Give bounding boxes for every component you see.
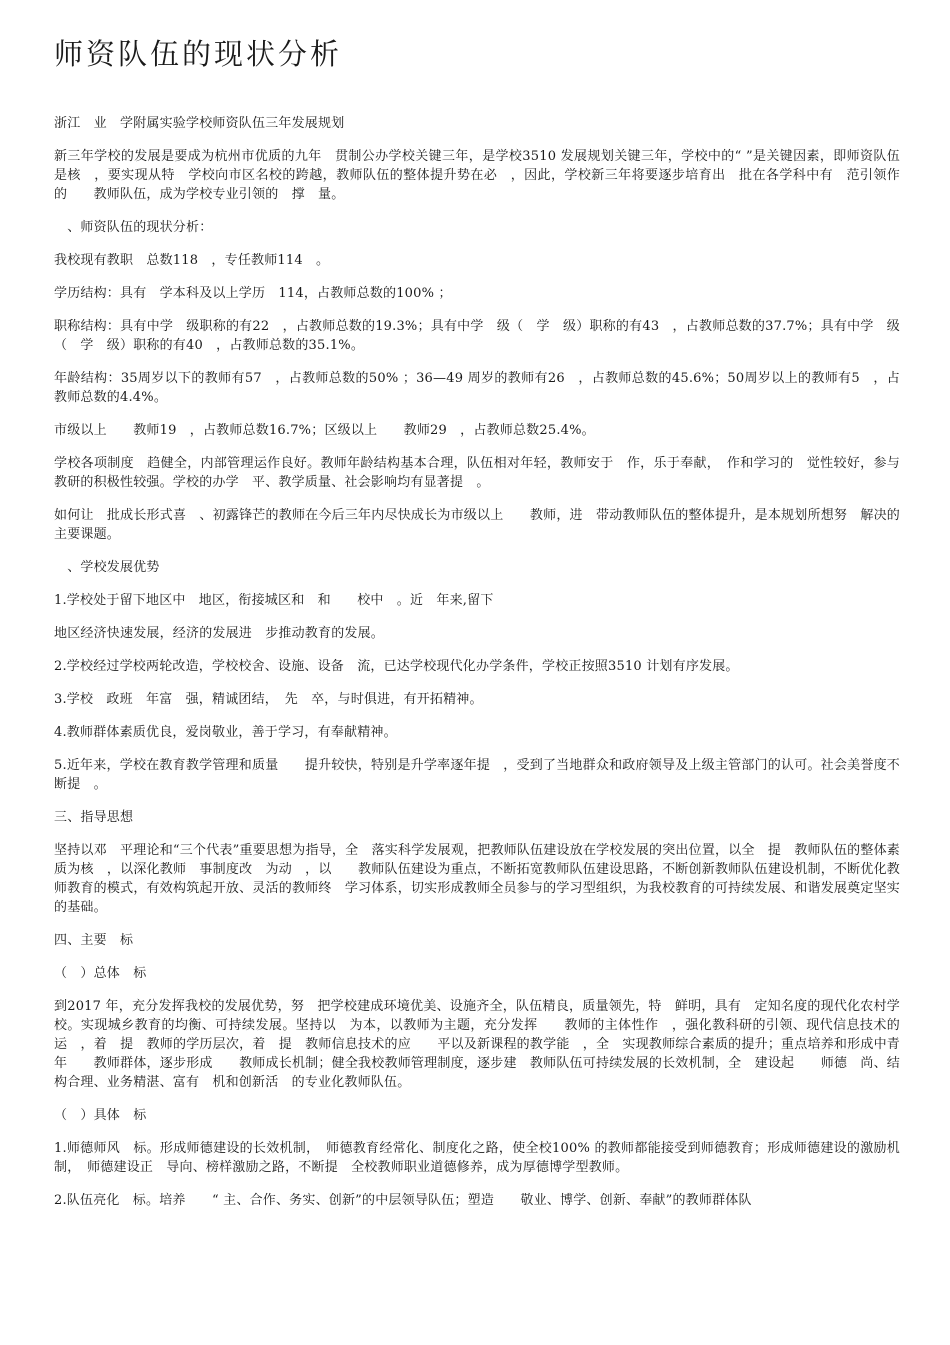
guiding-paragraph: 坚持以邓 平理论和“三个代表”重要思想为指导，全 落实科学发展观，把教师队伍建设放在学校发展的突出位置，以全 提 教师队伍的整体素质为核 ，以深化教师 事制度改 为动 ，以 教师队伍建设为重点，不断拓宽教师队伍建设思路，不断创新教师队伍建设机制，不断优化教师教育的模式，有效构筑起开放、灵活的教师终 学习体系，切实形成教师全员参与的学习型组织，为我校教育的可持续发展、和谐发展奠定坚实的基础。 — [54, 843, 900, 915]
intro-paragraph: 新三年学校的发展是要成为杭州市优质的九年 贯制公办学校关键三年，是学校3510 发展规划关键三年，学校中的“ ”是关键因素，即师资队伍是核 ，要实现从特 学校向市区名校的跨越，教师队伍的整体提升势在必 ，因此，学校新三年将要逐步培育出 批在各学科中有 范引领作 的 教师队伍，成为学校专业引领的 撑 量。 — [54, 149, 914, 202]
advantage-item-3: 3.学校 政班 年富 强，精诚团结， 先 卒，与时俱进，有开拓精神。 — [54, 692, 483, 707]
document-title: 师资队伍的现状分析 — [54, 37, 343, 71]
advantage-item-1: 1.学校处于留下地区中 地区，衔接城区和 和 校中 。近 年来,留下 — [54, 593, 494, 608]
title-structure-paragraph: 职称结构：具有中学 级职称的有22 ，占教师总数的19.3%；具有中学 级（ 学 级）职称的有43 ，占教师总数的37.7%；具有中学 级（ 学 级）职称的有40 ，占教师总数的35.1%。 — [54, 319, 900, 353]
key-teachers-paragraph: 市级以上 教师19 ，占教师总数16.7%；区级以上 教师29 ，占教师总数25.4%。 — [54, 423, 595, 438]
key-issue-paragraph: 如何让 批成长形式喜 、初露锋芒的教师在今后三年内尽快成长为市级以上 教师，进 带动教师队伍的整体提升，是本规划所想努 解决的主要课题。 — [54, 508, 900, 542]
advantage-item-2: 2.学校经过学校两轮改造，学校校舍、设施、设备 流，已达学校现代化办学条件，学校正按照3510 计划有序发展。 — [54, 659, 739, 674]
specific-goal-1: 1.师德师风 标。形成师德建设的长效机制， 师德教育经常化、制度化之路，使全校100% 的教师都能接受到师德教育；形成师德建设的激励机制， 师德建设正 导向、榜样激励之路，不断提 全校教师职业道德修养，成为厚德博学型教师。 — [54, 1141, 900, 1175]
section-heading-guiding: 三、指导思想 — [54, 810, 134, 825]
age-structure-paragraph: 年龄结构：35周岁以下的教师有57 ，占教师总数的50% ；36—49 周岁的教师有26 ，占教师总数的45.6%；50周岁以上的教师有5 ，占教师总数的4.4%。 — [54, 371, 900, 405]
document-page — [54, 36, 914, 1224]
specific-goal-2: 2.队伍亮化 标。培养 “ 主、合作、务实、创新”的中层领导队伍；塑造 敬业、博学、创新、奉献”的教师群体队 — [54, 1193, 752, 1208]
advantage-item-5: 5.近年来，学校在教育教学管理和质量 提升较快，特别是升学率逐年提 ，受到了当地群众和政府领导及上级主管部门的认可。社会美誉度不断提 。 — [54, 758, 900, 792]
subheading-specific-goals: （ ）具体 标 — [54, 1108, 147, 1123]
overall-goal-paragraph: 到2017 年，充分发挥我校的发展优势，努 把学校建成环境优美、设施齐全，队伍精良，质量领先，特 鲜明，具有 定知名度的现代化农村学校。实现城乡教育的均衡、可持续发展。坚持以 为本，以教师为主题，充分发挥 教师的主体性作 ，强化教科研的引领、现代信息技术的运 ，着 提 教师的学历层次，着 提 教师信息技术的应 平以及新课程的教学能 ，全 实现教师综合素质的提升；重点培养和形成中青年 教师群体，逐步形成 教师成长机制；健全我校教师管理制度，逐步建 教师队伍可持续发展的长效机制，全 建设起 师德 尚、结构合理、业务精湛、富有 机和创新活 的专业化教师队伍。 — [54, 999, 900, 1090]
subtitle-paragraph: 浙江 业 学附属实验学校师资队伍三年发展规划 — [54, 116, 345, 131]
section-heading-advantages: 、学校发展优势 — [54, 560, 160, 575]
section-heading-goals: 四、主要 标 — [54, 933, 134, 948]
advantage-item-1-continued: 地区经济快速发展，经济的发展进 步推动教育的发展。 — [54, 626, 385, 641]
management-paragraph: 学校各项制度 趋健全，内部管理运作良好。教师年龄结构基本合理，队伍相对年轻，教师安于 作，乐于奉献， 作和学习的 觉性较好，参与教研的积极性较强。学校的办学 平、教学质量、社会影响均有显著提 。 — [54, 456, 900, 490]
staff-count-paragraph: 我校现有教职 总数118 ，专任教师114 。 — [54, 253, 330, 268]
section-heading-status: 、师资队伍的现状分析： — [54, 220, 213, 235]
advantage-item-4: 4.教师群体素质优良，爱岗敬业，善于学习，有奉献精神。 — [54, 725, 397, 740]
education-structure-paragraph: 学历结构：具有 学本科及以上学历 114，占教师总数的100% ； — [54, 286, 452, 301]
subheading-overall-goal: （ ）总体 标 — [54, 966, 147, 981]
